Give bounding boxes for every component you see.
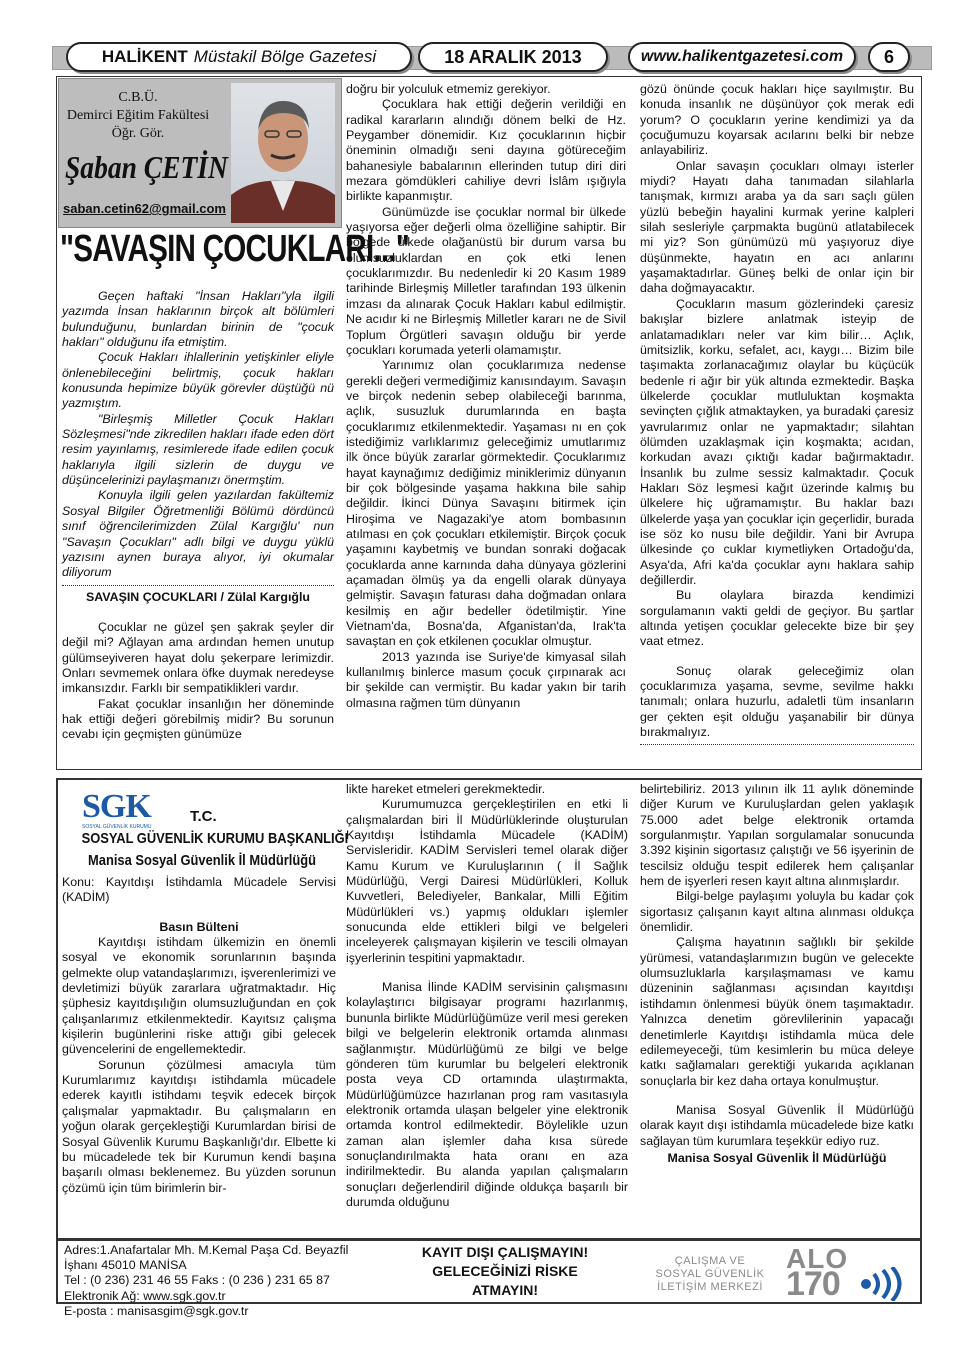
author-email[interactable]: saban.cetin62@gmail.com bbox=[63, 201, 226, 216]
footer-slogan bbox=[386, 1243, 624, 1300]
intro-paragraph: Çocuk Hakları ihlallerinin yetişkinler eliyle önlenebileceğini belirtmiş, çocuk hakları konusunda hepimize büyük görevler düştüğü nü yazmıştım. bbox=[62, 350, 334, 411]
paragraph: belirtebiliriz. 2013 yılının ilk 11 aylık döneminde diğer Kurum ve Kuruluşlardan gelen yaklaşık 75.000 adet belge elektronik ortamda sorgulanmıştır. Yapılan sorgulamalar sonucunda 3.392 kişinin sigortasız çalıştığı ve 56 işyerinin de tescilsiz olduğu tespit edilerek hem çalışanlar hem de işyerleri resen kayıt altına alınmışlardır. bbox=[640, 782, 914, 889]
author-photo bbox=[231, 83, 335, 223]
intro-paragraph: "Birleşmiş Milletler Çocuk Hakları Sözleşmesi"nde zikredilen hakları ifade eden dört resim yayınlamış, resimlerede ifade edilen çocuk haklarıyla ilgili sizlerin de duygu ve düşüncelerinizi paylaşmanızı önermştim. bbox=[62, 411, 334, 488]
paragraph: Manisa Sosyal Güvenlik İl Müdürlüğü olarak kayıt dışı istihdamla mücadelede bize katkı sağlayan tüm kurumlara teşekkür ediyo ruz. bbox=[640, 1102, 914, 1148]
alo-center-text bbox=[640, 1255, 780, 1294]
paragraph: Günümüzde ise çocuklar normal bir ülkede yaşıyorsa eğer değerli olma özelliğine sahiptir. Bir bölgede ülkede olağanüstü bir durum varsa bu olumsuzluklardan en çok etki lenen çocuklarımızdır. Bu nedenledir ki 20 Kasım 1989 tarihinde Birleşmiş Milletler tarafından 193 ülkenin imzası da alınarak Çocuk Hakları kabul edilmiştir. Ne acıdır ki ne Birleşmiş Milletler kararı ne de Sivil Toplum Örgütleri savaşın olduğu bir yerde çocukları korumada yeterli olamamıştır. bbox=[346, 204, 626, 357]
press-column-2 bbox=[346, 782, 628, 1210]
paragraph: Çocuklara hak ettiği değerin verildiği en radikal kararların alındığı dönem belki de Hz. Peygamber dönemidir. Kız çocuklarının hiçbir öneminin olmadığı seni dayına götüreceğim bahanesiyle babalarının ellerinden tutup diri diri mezara gömdükleri cahiliye devri İslâm ışığıyla birlikte kapanmıştır. bbox=[346, 97, 626, 204]
author-name: Şaban ÇETİN bbox=[65, 149, 228, 185]
paragraph: Bu olaylara birazda kendimizi sorgulamanın vakti geldi de geçiyor. Bu şartlar altında yetişen çocuklar gelecekte bize bir şey vaat etmez. bbox=[640, 588, 914, 649]
paragraph: Çocuklar ne güzel şen şakrak şeyler dir değil mi? Ağlayan ama ardından hemen unutup gülümseyiveren hayat dolu şekerpare lerimizdir. Onları sevmemek onlara öfke duymak neredeyse imkansızdır. Farklı bir sempatiklikleri vardır. bbox=[62, 620, 334, 696]
author-box bbox=[58, 78, 342, 228]
press-tc: T.C. bbox=[190, 808, 217, 825]
paragraph: Yarınımız olan çocuklarımıza nedense gerekli değeri vermediğimiz kanısındayım. Savaşın ve birçok nedenin sebep olabileceği barınma, açlık, susuzluk durumlarında en başta çocuklarımız etkilenmektedir. Yaşaması nı en çok istediğimiz varlıklarımız geleceğimiz umutlarımız ilk önce büyük zararlar görmektedir. Çocuklarımız hayat kaynağımız dediğimiz miniklerimiz dünyanın bir çok bölgesinde yaşama hakkına bile sahip değildir. İkinci Dünya Savaşını bitirmek için Hiroşima ve Nagazaki'ye atom bombasının atılması en çok çocukları etkilemiştir. Birçok çocuk yaşamını kaybetmiş ve bundan sonraki doğacak çocuklarda anne karnında daha dünyaya gözlerini açamadan ölmüş ya da engelli olarak dünyaya gelmiştir. Savaşın faturası daha doğmadan onlara kesilmiş en ağır bedeller ödetilmiştir. Yine Vietnam'da, Bosna'da, Afganistan'da, Irak'ta savaştan en çok etkilenen çocuklar olmuştur. bbox=[346, 358, 626, 649]
press-dept: Manisa Sosyal Güvenlik İl Müdürlüğü bbox=[88, 852, 316, 869]
alo-line: SOSYAL GÜVENLİK bbox=[655, 1268, 765, 1280]
paragraph: Çocukların masum gözlerindeki çaresiz bakışlar bizlere anlatmak isteyip de anlatamadıkları neler var kim bilir… Açlık, ümitsizlik, korku, sefalet, acı, kaygı… Bizim bile taşımakta zorlanacağımız olaylar bu küçücük bedenle ri ağır bir yük altında ezmektedir. Başka ülkelerde çocuklar mutluluktan koşmakta sevinçten çığlık atmaktayken, ya buradaki çaresiz yavrularımız onlar ne yapmaktadır; silahtan ölümden uzaklaşmak için koşmakta; acıdan, korkudan avazı çıktığı kadar bağırmaktadır. İnsanlık bu zulme sessiz kalmaktadır. Çocuk Hakları Söz leşmesi kağıt üzerinde kalmış bu ülkelere hiç uğramamıştır. Bu haklar bazı ülkelerde yaşa yan çocuklar için geçerlidir, burada ise söz ko nusu bile değildir. Yani bir Avrupa ülkesinde ço cuklar kıymetliyken Ortadoğu'da, Asya'da, Afri ka'da çocuklar aynı haklara sahip değillerdir. bbox=[640, 296, 914, 587]
author-university: C.B.Ü. bbox=[118, 90, 158, 105]
alo-line: İLETİŞİM MERKEZİ bbox=[657, 1281, 763, 1293]
issue-date: 18 ARALIK 2013 bbox=[418, 42, 608, 72]
divider bbox=[640, 744, 914, 745]
article-intro bbox=[62, 289, 334, 605]
footer-contact bbox=[64, 1243, 384, 1319]
slogan-line: GELECEĞİNİZİ RİSKE bbox=[432, 1263, 578, 1279]
paragraph: likte hareket etmeleri gerekmektedir. bbox=[346, 782, 546, 796]
author-title: Öğr. Gör. bbox=[111, 126, 165, 141]
paragraph: Onlar savaşın çocukları olmayı isterler miydi? Hayatı daha tanımadan silahlarla tanışmak, kırmızı araba ya da sarı saçlı gülen yüzlü bebeğin hayalini kurmak yerine kalpleri silah sesleriyle çarpmakta bugünü atlatabilecek mi yiz? Son günümüzü mü yaşıyoruz diye düşünmekte, hayatın en acı anlarını yaşamaktadırlar. Güneş belki de onlar için bir daha doğmayacaktır. bbox=[640, 158, 914, 296]
article-column-2 bbox=[346, 82, 626, 711]
intro-paragraph: Geçen haftaki "İnsan Hakları"yla ilgili yazımda İnsan haklarının birçok alt bölümleri bulunduğunu, bunlardan birinin de "çocuk hakları" olduğunu ifa etmiştim. bbox=[62, 289, 334, 350]
paragraph: Çalışma hayatının sağlıklı bir şekilde yürümesi, vatandaşlarımızın bugün ve gelecekte olumsuzluklarla karşılaşmaması ve kamu düzeninin sağlanması açısından kayıtdışı istihdamın önlenmesi büyük önem taşımaktadır. Yalnızca denetim görevlilerinin yapacağı denetimlerle Kayıtdışı istihdamla müca dele edilemeyeceği, tüm kesimlerin bu müca deleye katkı sağlamaları gerektiği yukarıda açıklanan sonuçlarla bir kez daha ortaya konulmuştur. bbox=[640, 935, 914, 1088]
article-subtitle: SAVAŞIN ÇOCUKLARI / Zülal Kargığlu bbox=[86, 589, 310, 604]
footer-email[interactable]: E-posta : manisasgim@sgk.gov.tr bbox=[64, 1303, 249, 1318]
footer-web[interactable]: Elektronik Ağ: www.sgk.gov.tr bbox=[64, 1288, 226, 1303]
alo-line: ÇALIŞMA VE bbox=[674, 1255, 746, 1267]
alo-word: ALO bbox=[786, 1243, 849, 1274]
paper-name-rest: Müstakil Bölge Gazetesi bbox=[193, 47, 377, 66]
intro-paragraph: Konuyla ilgili gelen yazılardan fakültemiz Sosyal Bilgiler Öğretmenliği Bölümü dördüncü sınıf öğrencilerimizden Zülal Kargığlu' nun "Savaşın Çocukları" adlı bilgi ve duygu yüklü yazısını aynen buraya alıyor, iyi okumalar diliyorum bbox=[62, 488, 334, 580]
alo-number: 170 bbox=[786, 1265, 840, 1303]
paragraph: doğru bir yolculuk etmemiz gerekiyor. bbox=[346, 82, 551, 96]
article-column-3 bbox=[640, 82, 914, 749]
press-column-1 bbox=[62, 875, 336, 1196]
website-link[interactable]: www.halikentgazetesi.com bbox=[628, 42, 856, 72]
paragraph: Kayıtdışı istihdam ülkemizin en önemli sosyal ve ekonomik sorunlarının başında gelmekte olup vatandaşlarımızı, işverenlerimizi ve devletimizi büyük zararlara uğratmaktadır. Hiç şüphesiz kayıtdışılığın olumsuzluğundan en çok çalışanlarımız etkilenmektedir. Kayıtsız çalışma kişilerin bugünlerini riske attığı gibi gelecek güvencelerini de engellemektedir. bbox=[62, 935, 336, 1057]
paragraph: Sonuç olarak geleceğimiz olan çocuklarımıza yaşama, sevme, sevilme hakkı tanımalı; onlara huzurlu, adaletli tüm insanların ger çekten eşit olduğu yaşanabilir bir dünya bırakmalıyız. bbox=[640, 663, 914, 740]
press-org: SOSYAL GÜVENLİK KURUMU BAŞKANLIĞI bbox=[81, 830, 349, 847]
press-column-3 bbox=[640, 782, 914, 1166]
press-signature: Manisa Sosyal Güvenlik İl Müdürlüğü bbox=[667, 1150, 887, 1165]
footer-address-1: Adres:1.Anafartalar Mh. M.Kemal Paşa Cd. Beyazfil bbox=[64, 1243, 349, 1257]
sound-waves-icon bbox=[856, 1267, 910, 1301]
article-title: "SAVAŞIN ÇOCUKLARI..." bbox=[60, 228, 410, 270]
paper-name-bold: HALİKENT bbox=[101, 47, 188, 66]
paragraph: gözü önünde çocuk hakları hiçe sayılmıştır. Bu konuda insanlık ne düşünüyor çok merak edi yorum? O çocukların yerine kendimizi ya da çocuğumuzu koyarsak acılarını belki bir nebze anlayabiliriz. bbox=[640, 82, 914, 158]
article-column-1 bbox=[62, 620, 334, 743]
footer-address-2: İşhanı 45010 MANİSA bbox=[64, 1258, 187, 1273]
press-heading: Basın Bülteni bbox=[159, 919, 239, 934]
paragraph: Manisa İlinde KADİM servisinin çalışmasını kolaylaştırıcı bilgisayar programı hazırlanmış, bununla birlikte Müdürlüğümüze veril mesi gereken bilgi ve belgelerin elektronik ortamda alınması sağlanmıştır. Müdürlüğümü ze bilgi ve belge gönderen tüm kurumlar bu belgeleri elektronik posta veya CD ortamında ulaştırmakta, Müdürlüğümüzce hazırlanan prog ram vasıtasıyla elektronik ortamda ulaşan belgeler yine elektronik ortamda kontrol edilmektedir. Böylelikle uzun zaman alan işlemler daha kısa sürede sonuçlandırılmakta hata oranı en aza indirilmektedir. Bu alanda yapılan çalışmaların sonuçları değerlendiril diğinde oldukça başarılı bir durumda olduğunu bbox=[346, 980, 628, 1209]
paper-name bbox=[66, 42, 412, 72]
press-subject: Konu: Kayıtdışı İstihdamla Mücadele Servisi (KADİM) bbox=[62, 875, 336, 905]
paragraph: Kurumumuzca gerçekleştirilen en etki li çalışmalardan biri İl Müdürlüklerinde oluşturulan Kayıtdışı İstihdamla Mücadele (KADİM) Servisleridir. KADİM Servisleri temel olarak diğer Kamu Kurum ve Kuruluşlarının ( İl Sağlık Müdürlüğü, Vergi Dairesi Müdürlükleri, Kolluk Kuvvetleri, Belediyeler, Bankalar, Milli Eğitim Müdürlükleri vs.) yapmış oldukları işlemler sonucunda elde ettikleri bilgi ve belgeleri inceleyerek çalışmayan kişilerin ve tescili olmayan işyerlerinin tespitini yapmaktadır. bbox=[346, 797, 628, 965]
paragraph: Sorunun çözülmesi amacıyla tüm Kurumlarımız kayıtdışı istihdamla mücadele ederek kayıtlı istihdamı teşvik edecek birçok çalışmalar yapmaktadır. Bu çalışmaların en yoğun olarak gerçekleştiği Kurumlardan birisi de Sosyal Güvenlik Kurumu Başkanlığı'dır. Elbette ki bu mücadelede tek bir Kurumun kendi başına başarılı olması beklenemez. Bu yüzden sorunun çözümü için tüm birimlerin bir- bbox=[62, 1057, 336, 1195]
sgk-logo bbox=[82, 790, 178, 830]
alo-logo bbox=[782, 1243, 914, 1303]
sgk-logo-text: SGK bbox=[82, 788, 151, 825]
author-faculty: Demirci Eğitim Fakültesi bbox=[66, 108, 210, 123]
paragraph: 2013 yazında ise Suriye'de kimyasal silah kullanılmış binlerce masum çocuk çırpınarak acı bir şekilde can vermiştir. Bu kadar yakın bir tarih olmasına rağmen tüm dünyanın bbox=[346, 649, 626, 710]
page-number: 6 bbox=[868, 42, 910, 72]
slogan-line: ATMAYIN! bbox=[471, 1282, 539, 1298]
divider bbox=[62, 585, 334, 586]
paragraph: Bilgi-belge paylaşımı yoluyla bu kadar çok sigortasız çalışanın kayıt altına alınması oldukça önemlidir. bbox=[640, 889, 914, 935]
footer-phone: Tel : (0 236) 231 46 55 Faks : (0 236 ) 231 65 87 bbox=[64, 1273, 330, 1288]
sgk-logo-subtext: SOSYAL GÜVENLİK KURUMU bbox=[82, 824, 152, 830]
slogan-line: KAYIT DIŞI ÇALIŞMAYIN! bbox=[421, 1244, 589, 1260]
paragraph: Fakat çocuklar insanlığın her döneminde hak ettiği değeri görebilmiş midir? Bu sorunun cevabı için geçmişten günümüze bbox=[62, 696, 334, 742]
